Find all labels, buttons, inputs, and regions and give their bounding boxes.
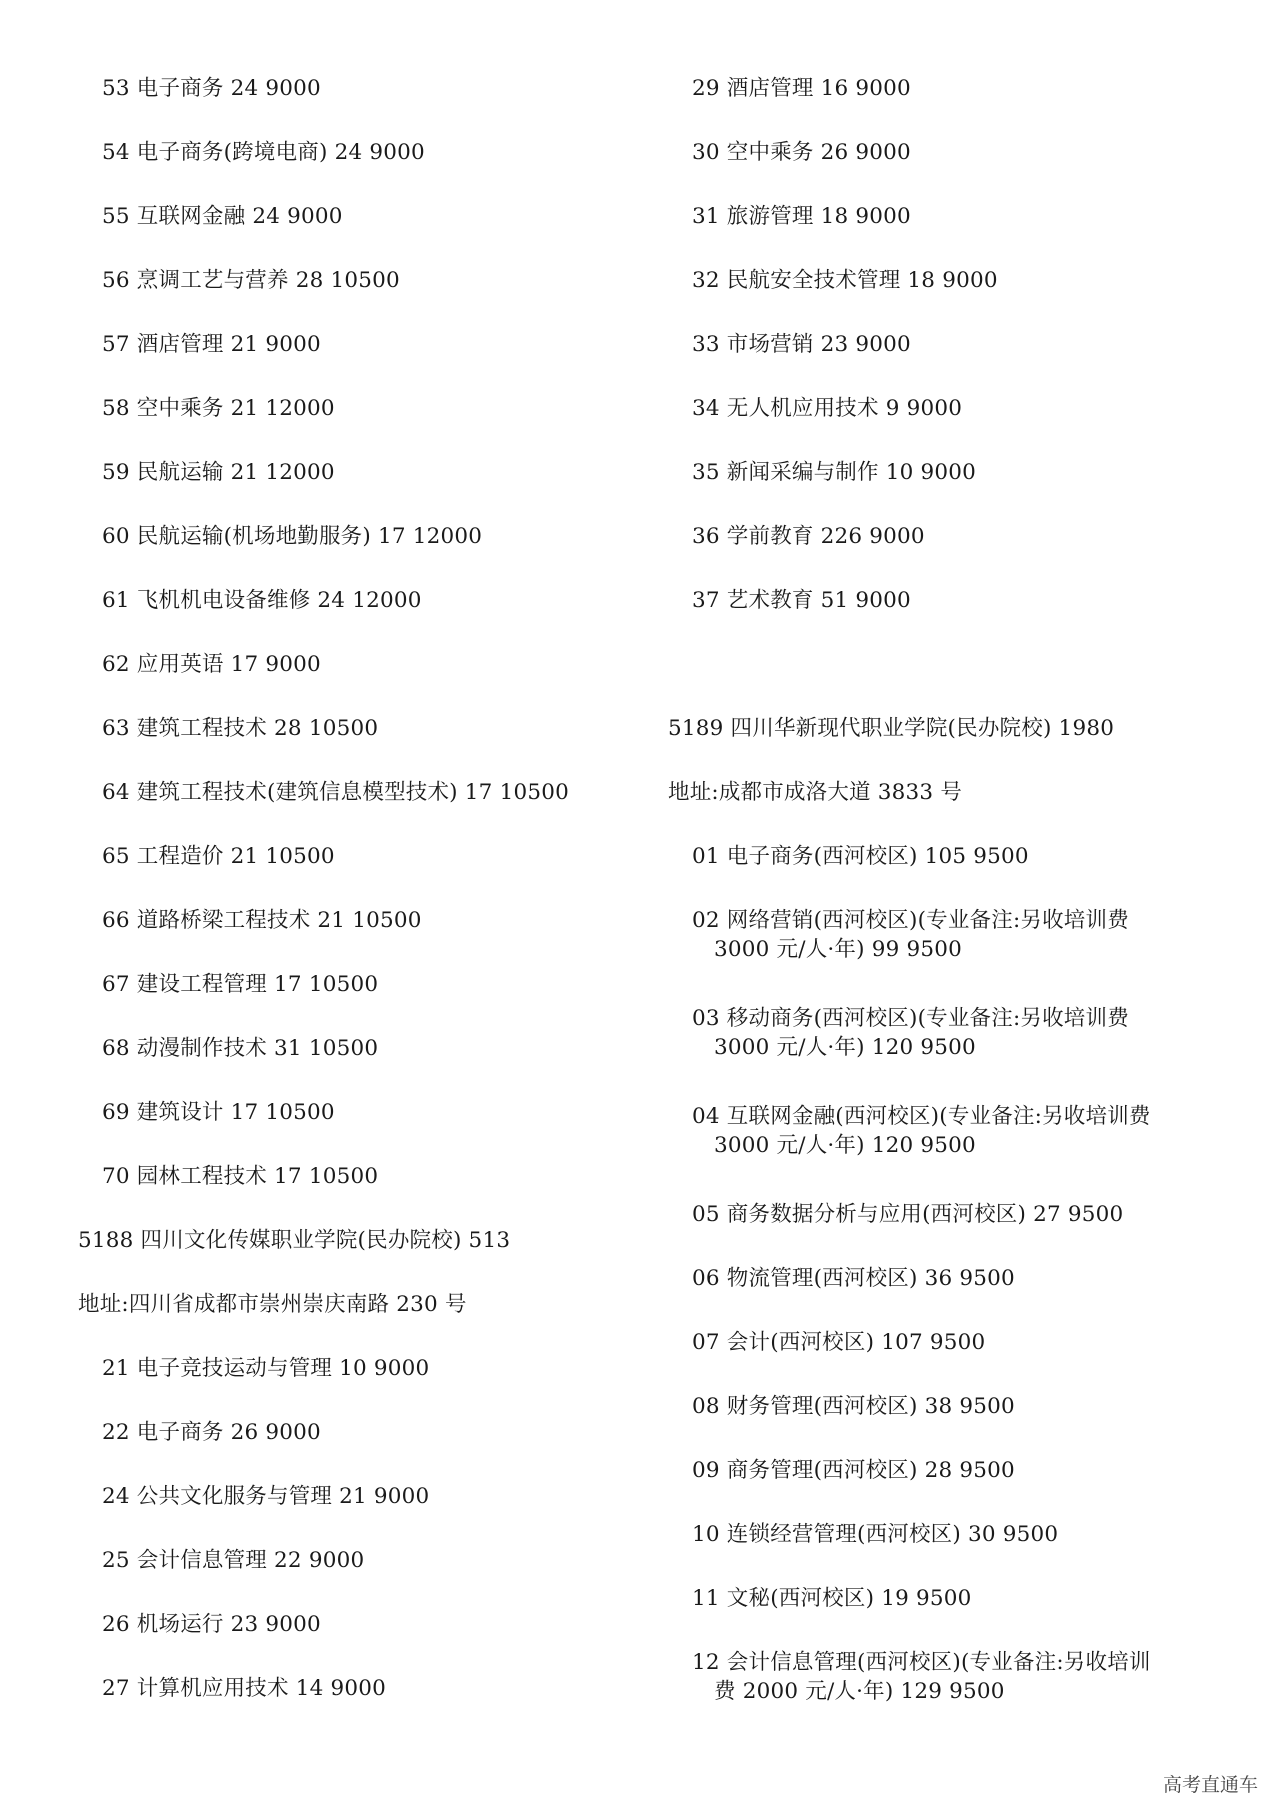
list-item-line-1: 02 网络营销(西河校区)(专业备注:另收培训费 [692, 908, 1129, 933]
list-item-wrapped [668, 906, 1228, 1004]
list-item: 11 文秘(西河校区) 19 9500 [692, 1586, 972, 1611]
list-item-wrapped [668, 1004, 1228, 1102]
list-item: 67 建设工程管理 17 10500 [102, 972, 379, 997]
institution-heading: 5188 四川文化传媒职业学院(民办院校) 513 [78, 1228, 511, 1253]
list-item: 22 电子商务 26 9000 [102, 1420, 321, 1445]
list-item: 64 建筑工程技术(建筑信息模型技术) 17 10500 [102, 780, 569, 805]
list-item: 21 电子竞技运动与管理 10 9000 [102, 1356, 430, 1381]
list-item: 70 园林工程技术 17 10500 [102, 1164, 379, 1189]
list-item: 55 互联网金融 24 9000 [102, 204, 343, 229]
list-item: 59 民航运输 21 12000 [102, 460, 335, 485]
list-item: 01 电子商务(西河校区) 105 9500 [692, 844, 1029, 869]
list-item: 62 应用英语 17 9000 [102, 652, 321, 677]
list-item-line-2: 费 2000 元/人·年) 129 9500 [714, 1679, 1005, 1704]
list-item: 54 电子商务(跨境电商) 24 9000 [102, 140, 425, 165]
institution-address: 地址:四川省成都市崇州崇庆南路 230 号 [78, 1292, 467, 1317]
list-item: 65 工程造价 21 10500 [102, 844, 335, 869]
list-item: 69 建筑设计 17 10500 [102, 1100, 335, 1125]
list-item: 68 动漫制作技术 31 10500 [102, 1036, 379, 1061]
list-item-line-1: 12 会计信息管理(西河校区)(专业备注:另收培训 [692, 1650, 1151, 1675]
list-item: 66 道路桥梁工程技术 21 10500 [102, 908, 422, 933]
list-item: 63 建筑工程技术 28 10500 [102, 716, 379, 741]
list-item: 37 艺术教育 51 9000 [692, 588, 911, 613]
list-item: 06 物流管理(西河校区) 36 9500 [692, 1266, 1015, 1291]
list-item-line-1: 03 移动商务(西河校区)(专业备注:另收培训费 [692, 1006, 1129, 1031]
institution-address: 地址:成都市成洛大道 3833 号 [668, 780, 963, 805]
list-item: 25 会计信息管理 22 9000 [102, 1548, 365, 1573]
list-item: 29 酒店管理 16 9000 [692, 76, 911, 101]
list-item: 08 财务管理(西河校区) 38 9500 [692, 1394, 1015, 1419]
list-item: 35 新闻采编与制作 10 9000 [692, 460, 977, 485]
list-item: 53 电子商务 24 9000 [102, 76, 321, 101]
list-item: 56 烹调工艺与营养 28 10500 [102, 268, 400, 293]
list-item: 32 民航安全技术管理 18 9000 [692, 268, 998, 293]
watermark-text: 高考直通车 [1162, 1774, 1258, 1796]
list-item: 05 商务数据分析与应用(西河校区) 27 9500 [692, 1202, 1124, 1227]
list-item: 61 飞机机电设备维修 24 12000 [102, 588, 422, 613]
list-item: 31 旅游管理 18 9000 [692, 204, 911, 229]
list-item: 09 商务管理(西河校区) 28 9500 [692, 1458, 1015, 1483]
list-item: 60 民航运输(机场地勤服务) 17 12000 [102, 524, 483, 549]
list-item: 34 无人机应用技术 9 9000 [692, 396, 963, 421]
blank-spacer [668, 650, 1228, 714]
list-item-line-2: 3000 元/人·年) 99 9500 [714, 937, 963, 962]
list-item-wrapped [668, 1102, 1228, 1200]
list-item: 33 市场营销 23 9000 [692, 332, 911, 357]
list-item: 36 学前教育 226 9000 [692, 524, 925, 549]
list-item: 58 空中乘务 21 12000 [102, 396, 335, 421]
list-item-wrapped [668, 1648, 1228, 1746]
list-item: 30 空中乘务 26 9000 [692, 140, 911, 165]
list-item-line-2: 3000 元/人·年) 120 9500 [714, 1035, 976, 1060]
list-item: 57 酒店管理 21 9000 [102, 332, 321, 357]
right-column [668, 74, 1228, 1746]
left-column [78, 74, 638, 1738]
list-item: 10 连锁经营管理(西河校区) 30 9500 [692, 1522, 1059, 1547]
institution-heading: 5189 四川华新现代职业学院(民办院校) 1980 [668, 716, 1115, 741]
list-item-line-1: 04 互联网金融(西河校区)(专业备注:另收培训费 [692, 1104, 1151, 1129]
list-item: 07 会计(西河校区) 107 9500 [692, 1330, 986, 1355]
list-item-line-2: 3000 元/人·年) 120 9500 [714, 1133, 976, 1158]
list-item: 26 机场运行 23 9000 [102, 1612, 321, 1637]
list-item: 27 计算机应用技术 14 9000 [102, 1676, 387, 1701]
list-item: 24 公共文化服务与管理 21 9000 [102, 1484, 430, 1509]
